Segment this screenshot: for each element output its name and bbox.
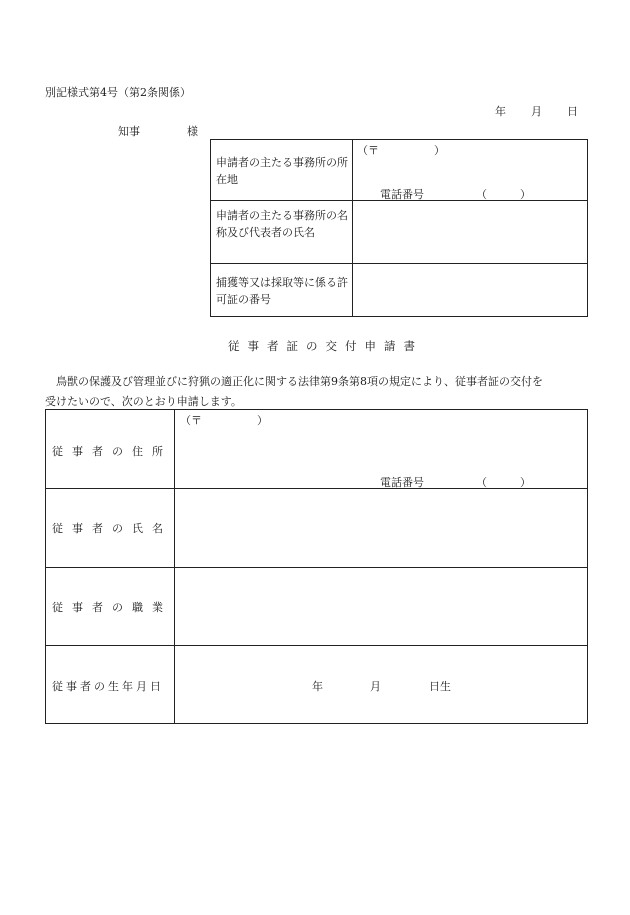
worker-occupation-label: 従事者の職業 bbox=[52, 601, 172, 614]
document-title: 従事者証の交付申請書 bbox=[228, 339, 423, 353]
date-month-label: 月 bbox=[531, 105, 542, 118]
worker-address-label: 従事者の住所 bbox=[52, 445, 172, 458]
applicant-office-address-label: 申請者の主たる事務所の所在地 bbox=[216, 156, 348, 186]
worker-row-separator bbox=[45, 645, 588, 646]
governor-label: 知事 bbox=[118, 125, 140, 138]
worker-row-separator bbox=[45, 567, 588, 568]
worker-occupation-field[interactable] bbox=[180, 571, 584, 642]
body-text-line-2: 受けたいので、次のとおり申請します。 bbox=[45, 395, 242, 408]
applicant-office-name-field[interactable] bbox=[356, 204, 584, 259]
applicant-office-name-label: 申請者の主たる事務所の名称及び代表者の氏名 bbox=[216, 209, 348, 239]
applicant-phone-label: 電話番号 bbox=[380, 188, 424, 201]
birth-year-label: 年 bbox=[312, 680, 323, 693]
applicant-phone-field[interactable]: （ ） bbox=[476, 188, 531, 201]
worker-postal-code-field[interactable]: （〒 ） bbox=[180, 414, 268, 427]
birth-month-label: 月 bbox=[370, 680, 381, 693]
date-year-label: 年 bbox=[495, 105, 506, 118]
form-number: 別記様式第4号（第2条関係） bbox=[45, 86, 191, 99]
worker-phone-label: 電話番号 bbox=[380, 476, 424, 489]
birth-day-label: 日生 bbox=[429, 680, 451, 693]
permit-number-field[interactable] bbox=[356, 267, 584, 313]
applicant-table-divider bbox=[352, 139, 353, 317]
worker-birthdate-label: 従事者の生年月日 bbox=[52, 680, 164, 693]
worker-name-label: 従事者の氏名 bbox=[52, 522, 172, 535]
worker-phone-field[interactable]: （ ） bbox=[476, 476, 531, 489]
applicant-postal-code-field[interactable]: （〒 ） bbox=[357, 144, 445, 157]
worker-name-field[interactable] bbox=[180, 492, 584, 564]
permit-number-label: 捕獲等又は採取等に係る許可証の番号 bbox=[216, 276, 348, 306]
date-day-label: 日 bbox=[567, 105, 578, 118]
honorific-label: 様 bbox=[187, 125, 198, 138]
applicant-row-separator bbox=[210, 263, 588, 264]
body-text-line-1: 鳥獣の保護及び管理並びに狩猟の適正化に関する法律第9条第8項の規定により、従事者証の交付を bbox=[45, 375, 543, 388]
